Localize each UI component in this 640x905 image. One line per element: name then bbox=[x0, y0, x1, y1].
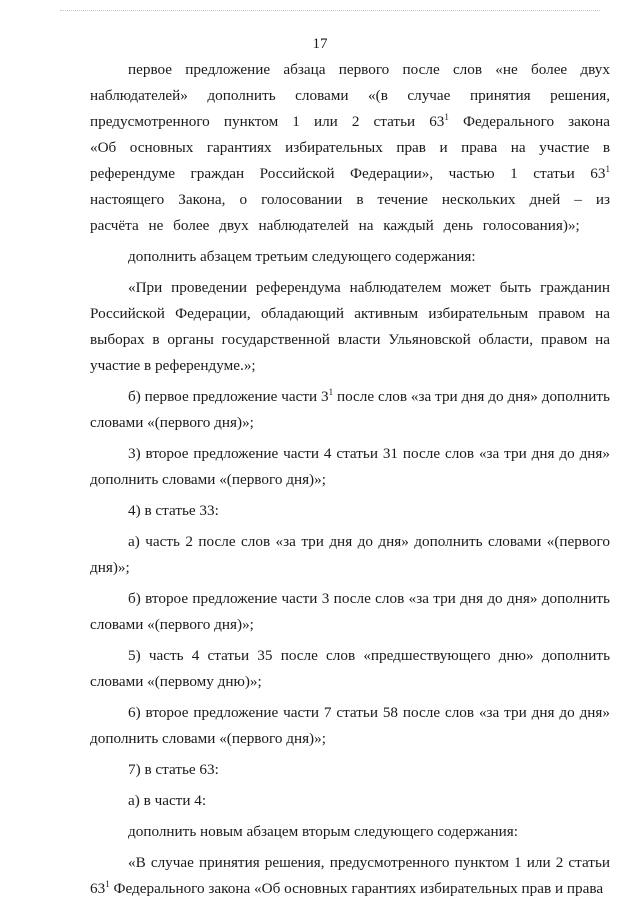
paragraph-10: 6) второе предложение части 7 статьи 58 после слов «за три дня до дня» дополнить словами «(первого дня)»; bbox=[90, 704, 610, 747]
paragraph-12: а) в части 4: bbox=[128, 792, 207, 809]
paragraph-13: дополнить новым абзацем вторым следующего содержания: bbox=[128, 823, 518, 840]
paragraph-8: б) второе предложение части 3 после слов «за три дня до дня» дополнить словами «(первого дня)»; bbox=[90, 590, 610, 633]
paragraph-1: первое предложение абзаца первого после слов «не более двух наблюдателей» дополнить словами «(в случае принятия решения, предусмотренного пунктом 1 или 2 статьи $63^1$ Федерального закона «Об основных гарантиях избирательных прав и права на участие в референдуме граждан Российской Федерации», частью 1 статьи $63^1$ настоящего Закона, о голосовании в течение нескольких дней – из расчёта не более двух наблюдателей на каждый день голосования)»; bbox=[90, 61, 610, 234]
paragraph-4: б) первое предложение части $3^1$ после слов «за три дня до дня» дополнить словами «(первого дня)»; bbox=[90, 386, 610, 431]
paragraph-14: «В случае принятия решения, предусмотренного пунктом 1 или 2 статьи $63^1$ Федерального закона «Об основных гарантиях избирательных прав и права bbox=[90, 854, 610, 897]
paragraph-6: 4) в статье 33: bbox=[128, 502, 219, 519]
paragraph-9: 5) часть 4 статьи 35 после слов «предшествующего дню» дополнить словами «(первому дню)»; bbox=[90, 647, 610, 690]
page-number: 17 bbox=[312, 36, 328, 52]
document-body bbox=[90, 57, 610, 902]
paragraph-2: дополнить абзацем третьим следующего содержания: bbox=[128, 248, 476, 265]
paragraph-7: а) часть 2 после слов «за три дня до дня» дополнить словами «(первого дня)»; bbox=[90, 533, 610, 576]
paragraph-3: «При проведении референдума наблюдателем может быть гражданин Российской Федерации, обладающий активным избирательным правом на выборах в органы государственной власти Ульяновской области, правом на участие в референдуме.»; bbox=[90, 279, 610, 374]
paragraph-11: 7) в статье 63: bbox=[128, 761, 219, 778]
paragraph-5: 3) второе предложение части 4 статьи 31 после слов «за три дня до дня» дополнить словами «(первого дня)»; bbox=[90, 445, 610, 488]
scan-artifact-line bbox=[60, 10, 600, 12]
